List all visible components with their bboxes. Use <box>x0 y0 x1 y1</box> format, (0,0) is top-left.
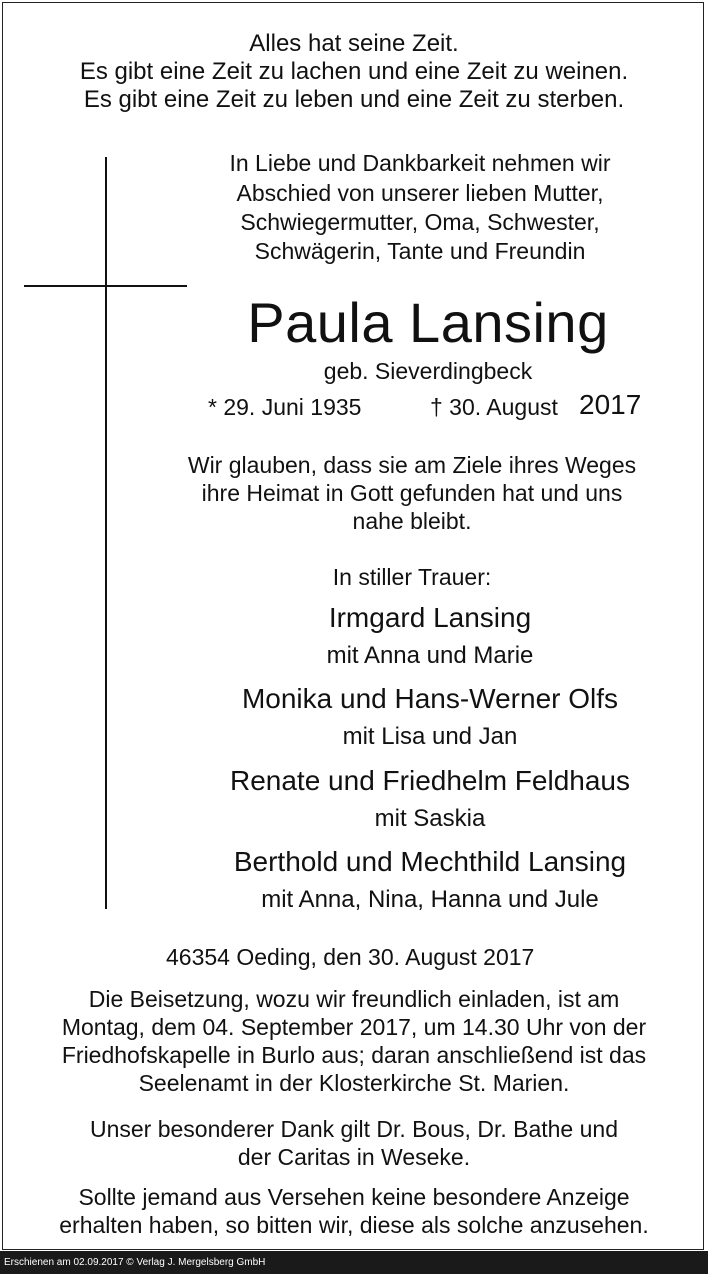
birth-date: * 29. Juni 1935 <box>208 394 362 420</box>
motto-line-1: Alles hat seine Zeit. <box>249 30 459 57</box>
motto-line-3: Es gibt eine Zeit zu leben und eine Zeit zu sterben. <box>83 86 625 113</box>
mourner-sub-4: mit Anna, Nina, Hanna und Jule <box>261 886 599 913</box>
mourner-main-1: Irmgard Lansing <box>328 602 532 633</box>
intro-line-4: Schwägerin, Tante und Freundin <box>254 238 586 264</box>
funeral-line-4: Seelenamt in der Klosterkirche St. Marien. <box>138 1070 570 1096</box>
mourner-sub-1: mit Anna und Marie <box>326 642 534 669</box>
notice-line-2: erhalten haben, so bitten wir, diese als solche anzusehen. <box>59 1212 649 1238</box>
intro-line-3: Schwiegermutter, Oma, Schwester, <box>240 209 600 235</box>
thanks-line-2: der Caritas in Weseke. <box>237 1144 471 1170</box>
birth-name: geb. Sieverdingbeck <box>323 358 533 384</box>
mourner-sub-3: mit Saskia <box>374 805 486 832</box>
death-date: † 30. August <box>430 394 558 420</box>
funeral-line-1: Die Beisetzung, wozu wir freundlich einladen, ist am <box>88 986 620 1012</box>
life-dates <box>0 390 708 422</box>
belief-line-3: nahe bleibt. <box>352 508 472 534</box>
mourner-main-4: Berthold und Mechthild Lansing <box>233 846 627 877</box>
mourner-main-3: Renate und Friedhelm Feldhaus <box>229 765 630 796</box>
publication-footer: Erschienen am 02.09.2017 © Verlag J. Mergelsberg GmbH <box>0 1251 708 1274</box>
funeral-line-3: Friedhofskapelle in Burlo aus; daran anschließend ist das <box>61 1042 647 1068</box>
funeral-line-2: Montag, dem 04. September 2017, um 14.30 Uhr von der <box>61 1014 647 1040</box>
mourner-sub-2: mit Lisa und Jan <box>342 723 518 750</box>
intro-line-1: In Liebe und Dankbarkeit nehmen wir <box>229 150 611 176</box>
death-year: 2017 <box>579 389 642 420</box>
notice-line-1: Sollte jemand aus Versehen keine besondere Anzeige <box>78 1184 630 1210</box>
belief-line-2: ihre Heimat in Gott gefunden hat und uns <box>201 480 623 506</box>
place-date: 46354 Oeding, den 30. August 2017 <box>166 944 535 970</box>
thanks-line-1: Unser besonderer Dank gilt Dr. Bous, Dr. Bathe und <box>89 1116 618 1142</box>
mourner-main-2: Monika und Hans-Werner Olfs <box>241 683 619 714</box>
motto-line-2: Es gibt eine Zeit zu lachen und eine Zeit zu weinen. <box>79 58 629 85</box>
deceased-name: Paula Lansing <box>247 291 609 354</box>
mourning-label: In stiller Trauer: <box>332 564 492 590</box>
belief-line-1: Wir glauben, dass sie am Ziele ihres Weges <box>187 452 637 478</box>
intro-line-2: Abschied von unserer lieben Mutter, <box>236 180 604 206</box>
